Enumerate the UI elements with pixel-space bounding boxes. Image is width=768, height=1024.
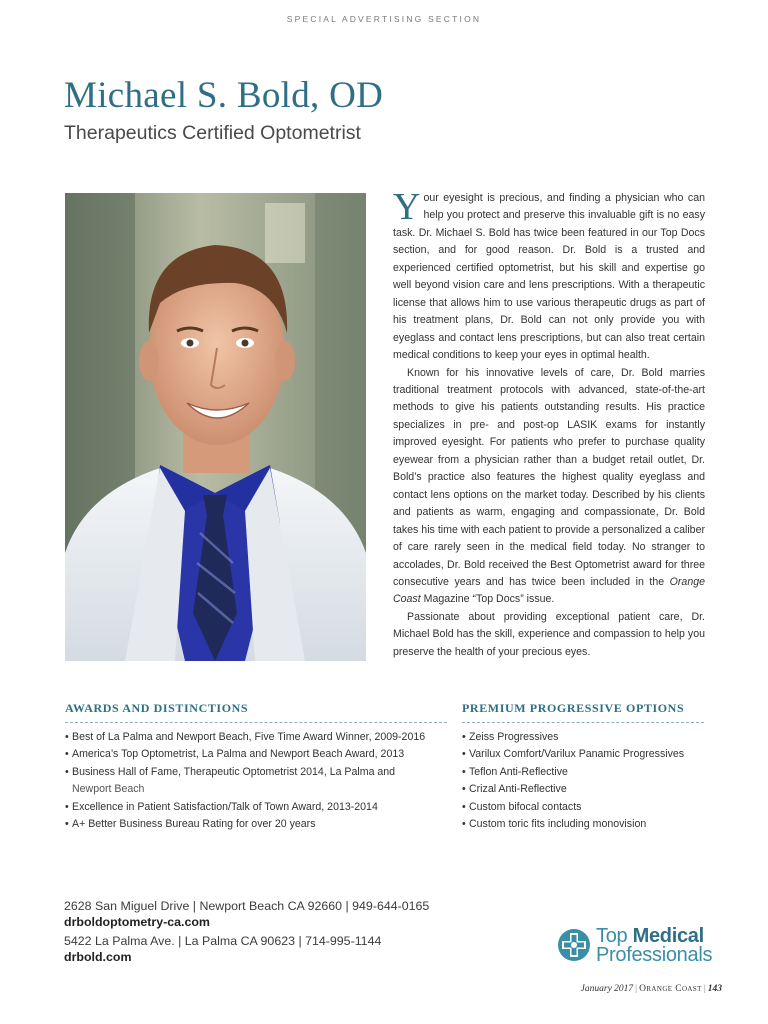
options-list-item: • Zeiss Progressives xyxy=(462,729,707,746)
options-list-item: • Custom toric fits including monovision xyxy=(462,816,707,833)
awards-list-item: • Excellence in Patient Satisfaction/Talk of Town Award, 2013-2014 xyxy=(65,799,450,816)
bullet-icon: • xyxy=(462,783,466,796)
options-list-item: • Varilux Comfort/Varilux Panamic Progressives xyxy=(462,746,707,763)
awards-list-item: • Business Hall of Fame, Therapeutic Optometrist 2014, La Palma and Newport Beach xyxy=(65,765,396,796)
medical-cross-logo-icon xyxy=(557,928,591,962)
drop-cap: Y xyxy=(393,186,421,228)
awards-list-item: • America’s Top Optometrist, La Palma and Newport Beach Award, 2013 xyxy=(65,746,450,763)
page-number: 143 xyxy=(707,984,722,994)
awards-list-item: • A+ Better Business Bureau Rating for over 20 years xyxy=(65,816,450,833)
bullet-icon: • xyxy=(462,818,466,831)
article-paragraph: Known for his innovative levels of care, Dr. Bold marries traditional treatment protocols with advanced, state-of-the-art methods to give his patients outstanding results. His practice specializes in pre- and post-op LASIK exams for instantly improved eyesight. For patients who prefer to purchase quality eyewear from a physician rather than a budget retail outlet, Dr. Bold’s practice also features the highest quality eyeglass and contact lens options on the market today. Described by his clients and patients as warm, engaging and compassionate, Dr. Bold takes his time with each patient to provide a personalized a caliber of care rarely seen in the medical field today. No stranger to accolades, Dr. Bold received the Best Optometrist award for three consecutive years and has twice been included in the Orange Coast Magazine “Top Docs” issue. xyxy=(393,366,705,606)
options-heading: PREMIUM PROGRESSIVE OPTIONS xyxy=(462,701,685,715)
doctor-portrait-photo xyxy=(65,193,366,661)
contact-address-lapalma: 5422 La Palma Ave. | La Palma CA 90623 | 714-995-1144 xyxy=(64,934,382,948)
options-list-item: • Crizal Anti-Reflective xyxy=(462,781,707,798)
magazine-title: Orange Coast xyxy=(639,984,702,994)
page-title: Michael S. Bold, OD xyxy=(64,75,384,116)
issue-date: January 2017 xyxy=(580,984,634,994)
bullet-icon: • xyxy=(65,818,69,831)
magazine-name: Orange Coast xyxy=(393,575,705,606)
top-medical-professionals-logo xyxy=(557,925,717,969)
bullet-icon: • xyxy=(65,748,69,761)
bullet-icon: • xyxy=(462,800,466,813)
article-paragraph: Your eyesight is precious, and finding a physician who can help you protect and preserve this invaluable gift is no easy task. Dr. Michael S. Bold has twice been featured in our Top Docs section, and for good reason. Dr. Bold is a trusted and experienced certified optometrist, but his skill and expertise go well beyond vision care and lens prescriptions. With a therapeutic license that allows him to use various therapeutic drugs as part of his treatment plans, Dr. Bold can not only provide you with eyeglass and contact lens prescriptions, but can also treat certain medical conditions to keep your eyes in optimal health. xyxy=(393,186,705,362)
bullet-icon: • xyxy=(462,765,466,778)
awards-list-item: • Best of La Palma and Newport Beach, Five Time Award Winner, 2009-2016 xyxy=(65,729,450,746)
section-label: SPECIAL ADVERTISING SECTION xyxy=(286,14,482,24)
contact-address-newport: 2628 San Miguel Drive | Newport Beach CA 92660 | 949-644-0165 xyxy=(64,899,430,913)
contact-website-2[interactable]: drbold.com xyxy=(64,950,132,964)
awards-list xyxy=(65,729,450,833)
bullet-icon: • xyxy=(65,765,69,778)
bullet-icon: • xyxy=(462,731,466,743)
contact-website-1[interactable]: drboldoptometry-ca.com xyxy=(64,915,210,929)
bullet-icon: • xyxy=(462,748,466,761)
bullet-icon: • xyxy=(65,800,69,813)
awards-divider xyxy=(65,722,447,723)
page-subtitle: Therapeutics Certified Optometrist xyxy=(64,122,361,144)
page-footer: January 2017 | Orange Coast | 143 xyxy=(580,984,722,994)
logo-wordmark-line1: Top Medical xyxy=(596,925,704,947)
logo-wordmark-line2: Professionals xyxy=(596,944,713,966)
awards-heading: AWARDS AND DISTINCTIONS xyxy=(65,701,249,715)
options-list-item: • Teflon Anti-Reflective xyxy=(462,764,707,781)
article-paragraph: Passionate about providing exceptional patient care, Dr. Michael Bold has the skill, experience and compassion to help you preserve the health of your precious eyes. xyxy=(393,610,705,658)
options-list xyxy=(462,729,707,833)
article-body xyxy=(393,186,705,661)
options-divider xyxy=(462,722,704,723)
options-list-item: • Custom bifocal contacts xyxy=(462,799,707,816)
bullet-icon: • xyxy=(65,731,69,743)
